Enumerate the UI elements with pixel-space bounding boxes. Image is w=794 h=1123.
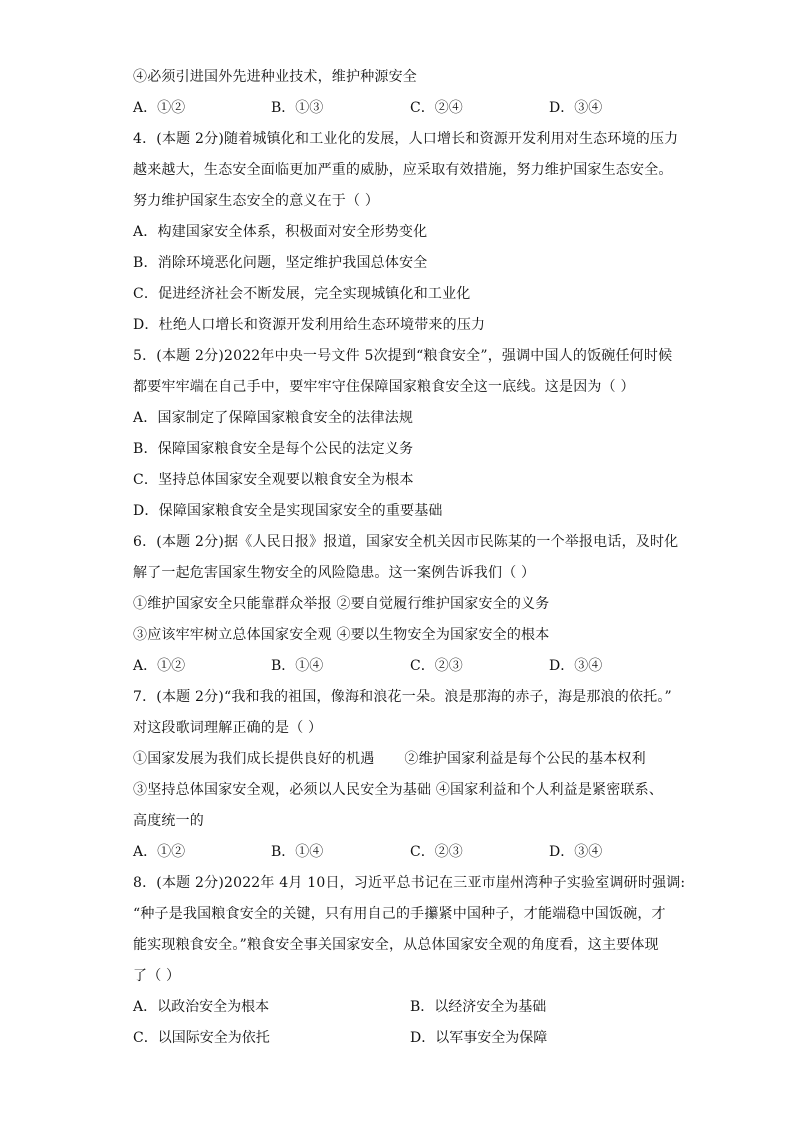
- q4-option-d[interactable]: D．杜绝人口增长和资源开发利用给生态环境带来的压力: [133, 317, 486, 333]
- q5-option-a[interactable]: A．国家制定了保障国家粮食安全的法律法规: [133, 410, 414, 426]
- q7-stem-line-2: 对这段歌词理解正确的是（ ）: [133, 720, 323, 736]
- q7-statements-line-1: [133, 744, 673, 775]
- q6-statements-line-1: ①维护国家安全只能靠群众举报 ②要自觉履行维护国家安全的义务: [133, 596, 550, 612]
- q7-option-a[interactable]: A．①②: [133, 844, 186, 860]
- q6-options: [133, 651, 673, 682]
- q6-option-c[interactable]: C．②③: [410, 658, 463, 674]
- q6-option-d[interactable]: D．③④: [549, 658, 603, 674]
- q8-options-row-2: [133, 1023, 673, 1054]
- q5-stem-line-1: 5．(本题 2分)2022年中央一号文件 5次提到“粮食安全”，强调中国人的饭碗任何时候: [133, 348, 673, 364]
- q6-stem-line-1: 6．(本题 2分)据《人民日报》报道，国家安全机关因市民陈某的一个举报电话，及时化: [133, 534, 679, 550]
- q7-statement-1: ①国家发展为我们成长提供良好的机遇: [133, 751, 375, 767]
- q5-stem-line-2: 都要牢牢端在自己手中，要牢牢守住保障国家粮食安全这一底线。这是因为（ ）: [133, 379, 635, 395]
- q6-option-b[interactable]: B．①④: [271, 658, 324, 674]
- q3-option-a[interactable]: A．①②: [133, 100, 186, 116]
- q3-option-c[interactable]: C．②④: [410, 100, 463, 116]
- q8-stem-line-4: 了（ ）: [133, 968, 181, 984]
- q7-statements-line-2: ③坚持总体国家安全观，必须以人民安全为基础 ④国家利益和个人利益是紧密联系、: [133, 782, 664, 798]
- q3-statement-4: ④必须引进国外先进种业技术，维护种源安全: [133, 69, 417, 85]
- q4-option-c[interactable]: C．促进经济社会不断发展，完全实现城镇化和工业化: [133, 286, 471, 302]
- q8-options-row-1: [133, 992, 673, 1023]
- q8-option-d[interactable]: D．以军事安全为保障: [410, 1030, 548, 1046]
- q4-stem-line-3: 努力维护国家生态安全的意义在于（ ）: [133, 193, 380, 209]
- q8-stem-line-3: 能实现粮食安全。”粮食安全事关国家安全，从总体国家安全观的角度看，这主要体现: [133, 937, 659, 953]
- exam-page: [133, 62, 686, 1054]
- q7-option-b[interactable]: B．①④: [271, 844, 324, 860]
- q4-stem-line-2: 越来越大，生态安全面临更加严重的威胁，应采取有效措施，努力维护国家生态安全。: [133, 162, 673, 178]
- q8-option-b[interactable]: B．以经济安全为基础: [410, 999, 547, 1015]
- q7-statement-2: ②维护国家利益是每个公民的基本权利: [404, 751, 646, 767]
- q4-option-b[interactable]: B．消除环境恶化问题，坚定维护我国总体安全: [133, 255, 428, 271]
- q5-option-b[interactable]: B．保障国家粮食安全是每个公民的法定义务: [133, 441, 414, 457]
- q3-option-d[interactable]: D．③④: [549, 100, 603, 116]
- q4-stem-line-1: 4．(本题 2分)随着城镇化和工业化的发展，人口增长和资源开发利用对生态环境的压力: [133, 131, 679, 147]
- q6-statements-line-2: ③应该牢牢树立总体国家安全观 ④要以生物安全为国家安全的根本: [133, 627, 550, 643]
- q6-stem-line-2: 解了一起危害国家生物安全的风险隐患。这一案例告诉我们（ ）: [133, 565, 536, 581]
- q8-option-c[interactable]: C．以国际安全为依托: [133, 1030, 270, 1046]
- q7-option-c[interactable]: C．②③: [410, 844, 463, 860]
- q6-option-a[interactable]: A．①②: [133, 658, 186, 674]
- q3-options: [133, 93, 673, 124]
- q8-stem-line-2: “种子是我国粮食安全的关键，只有用自己的手攥紧中国种子，才能端稳中国饭碗，才: [133, 906, 666, 922]
- q4-option-a[interactable]: A．构建国家安全体系，积极面对安全形势变化: [133, 224, 428, 240]
- q7-stem-line-1: 7．(本题 2分)“我和我的祖国，像海和浪花一朵。浪是那海的赤子，海是那浪的依托。”: [133, 689, 672, 705]
- q8-option-a[interactable]: A．以政治安全为根本: [133, 999, 270, 1015]
- q3-option-b[interactable]: B．①③: [271, 100, 324, 116]
- q7-statements-line-3: 高度统一的: [133, 813, 204, 829]
- q5-option-c[interactable]: C．坚持总体国家安全观要以粮食安全为根本: [133, 472, 414, 488]
- q5-option-d[interactable]: D．保障国家粮食安全是实现国家安全的重要基础: [133, 503, 443, 519]
- q8-stem-line-1: 8．(本题 2分)2022年 4月 10日，习近平总书记在三亚市崖州湾种子实验室调研时强调:: [133, 875, 686, 891]
- q7-option-d[interactable]: D．③④: [549, 844, 603, 860]
- q7-options: [133, 837, 673, 868]
